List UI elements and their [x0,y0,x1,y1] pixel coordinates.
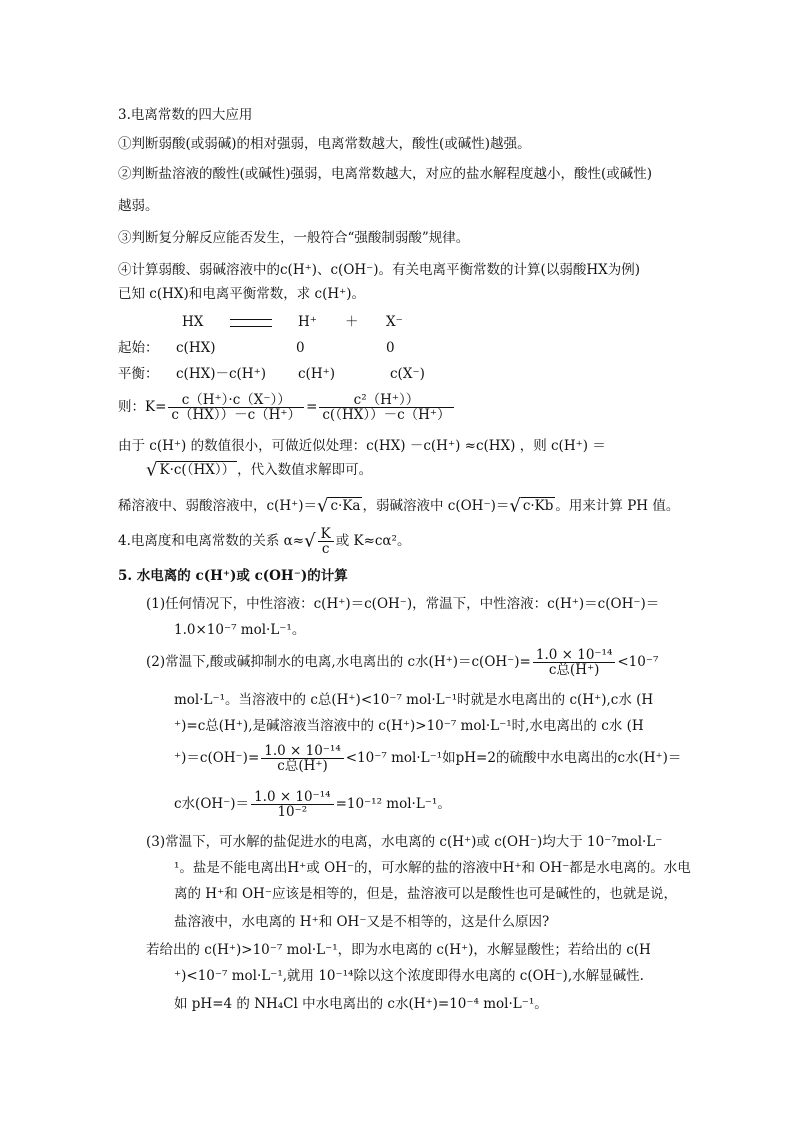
k-fraction-1 [168,393,304,422]
p3-line-2: ¹。盐是不能电离出H⁺或 OH⁻的，可水解的盐的溶液中H⁺和 OH⁻都是水电离的。水电 [174,860,691,876]
p4-line-3: 如 pH=4 的 NH₄Cl 中水电离出的 c水(H⁺)=10⁻⁴ mol·L⁻¹。 [174,996,548,1012]
p2-line-5: c水(OH⁻)＝ $\frac{\text{1.0 × 10⁻¹⁴}}{\text{10⁻²}}$ =10⁻¹² mol·L⁻¹。 [174,789,451,820]
k-num1: c（H⁺）·c（X⁻）） [168,393,304,408]
k-prefix: 则：K= [118,399,167,415]
section-title: 3.电离常数的四大应用 [118,107,253,123]
p4-line-2: ⁺)<10⁻⁷ mol·L⁻¹,就用 10⁻¹⁴除以这个浓度即得水电离的 c(OH⁻),水解显碱性. [174,968,644,984]
k-den2: c(（HX））－c（H⁺） [322,407,451,423]
p3-line-4: 盐溶液中，水电离的 H⁺和 OH⁻又是不相等的，这是什么原因? [174,914,550,930]
dilute-line: 稀溶液中、弱酸溶液中，c(H⁺)＝√ c·Ka ，弱碱溶液中 c(OH⁻)＝√ c·Kb 。用来计算 PH 值。 [118,495,680,517]
k-num2: c²（H⁺）） [319,393,453,408]
p2-line-4: ⁺)＝c(OH⁻)= $\frac{\text{1.0 × 10⁻¹⁴}}{\text{c总(H⁺)}}$ <10⁻⁷ mol·L⁻¹如pH=2的硫酸中水电离出的c水(H⁺)＝ [174,743,682,774]
balance-label: 平衡： [118,366,159,382]
sqrt-ckb: √ c·Kb [509,495,554,517]
balance-b: c(H⁺) [298,366,335,382]
balance-c: c(X⁻) [390,366,425,382]
relation-line: 4.电离度和电离常数的关系 α≈√ $\frac{K}{c}$ 或 K≈cα²。 [118,526,411,557]
p2-line-2: mol·L⁻¹。当溶液中的 c总(H⁺)<10⁻⁷ mol·L⁻¹时就是水电离出的 c(H⁺),c水 (H [174,692,654,708]
start-a: c(HX) [176,340,216,356]
k-expression [118,393,456,422]
item-1: ①判断弱酸(或弱碱)的相对强弱，电离常数越大，酸性(或碱性)越强。 [118,136,531,152]
item-3: ③判断复分解反应能否发生，一般符合“强酸制弱酸”规律。 [118,230,470,246]
sqrt-k-over-c: √ $\frac{K}{c}$ [304,527,336,556]
sqrt-cka: √ c·Ka [317,495,361,517]
item-2: ②判断盐溶液的酸性(或碱性)强弱，电离常数越大，对应的盐水解程度越小，酸性(或碱性) [118,166,653,182]
p2-line-1: (2)常温下,酸或碱抑制水的电离,水电离出的 c水(H⁺)＝c(OH⁻)= $\frac{\text{1.0 × 10⁻¹⁴}}{\text{c总(H⁺)}}$ <10⁻⁷ [146,647,659,678]
equilibrium-arrow [230,312,272,332]
k-fraction-2 [319,393,453,422]
item-4-cont: 已知 c(HX)和电离平衡常数，求 c(H⁺)。 [118,286,366,302]
p2-fraction: $\frac{\text{1.0 × 10⁻¹⁴}}{\text{c总(H⁺)}}$ [533,648,616,677]
eq-h: H⁺ [298,314,317,330]
eq-x: X⁻ [386,314,403,330]
start-c: 0 [386,340,395,356]
approx-line-2: √ K·c(（HX）） ，代入数值求解即可。 [146,459,373,481]
item-4: ④计算弱酸、弱碱溶液中的c(H⁺)、c(OH⁻)。有关电离平衡常数的计算(以弱酸HX为例) [118,262,640,278]
section-5-title: 5. 水电离的 c(H⁺)或 c(OH⁻)的计算 [118,568,348,584]
p2-line-3: ⁺)=c总(H⁺),是碱溶液当溶液中的 c(H⁺)>10⁻⁷ mol·L⁻¹时,水电离出的 c水 (H [174,718,644,734]
p3-line-1: (3)常温下，可水解的盐促进水的电离，水电离的 c(H⁺)或 c(OH⁻)均大于 10⁻⁷mol·L⁻ [146,834,663,850]
p3-line-3: 离的 H⁺和 OH⁻应该是相等的，但是，盐溶液可以是酸性也可是碱性的，也就是说， [174,886,677,902]
p2e-fraction: $\frac{\text{1.0 × 10⁻¹⁴}}{\text{10⁻²}}$ [251,790,334,819]
p4-line-1: 若给出的 c(H⁺)>10⁻⁷ mol·L⁻¹，即为水电离的 c(H⁺)，水解显酸性；若给出的 c(H [146,942,651,958]
sqrt-kc: √ K·c(（HX）） [146,459,236,481]
p1-line-2: 1.0×10⁻⁷ mol·L⁻¹。 [174,622,306,638]
start-b: 0 [296,340,305,356]
k-equals: = [306,399,318,415]
eq-hx: HX [182,314,204,330]
balance-a: c(HX)－c(H⁺) [176,366,266,382]
k-den1: c（HX））－c（H⁺） [171,407,302,423]
eq-plus: ＋ [345,314,359,330]
start-label: 起始： [118,340,159,356]
item-2-cont: 越弱。 [118,198,159,214]
p2d-fraction: $\frac{\text{1.0 × 10⁻¹⁴}}{\text{c总(H⁺)}}$ [261,744,344,773]
approx-line-1: 由于 c(H⁺) 的数值很小，可做近似处理：c(HX) －c(H⁺) ≈c(HX) ，则 c(H⁺) ＝ [118,438,606,454]
p1-line-1: (1)任何情况下，中性溶液：c(H⁺)＝c(OH⁻)，常温下，中性溶液：c(H⁺)＝c(OH⁻)＝ [146,596,660,612]
